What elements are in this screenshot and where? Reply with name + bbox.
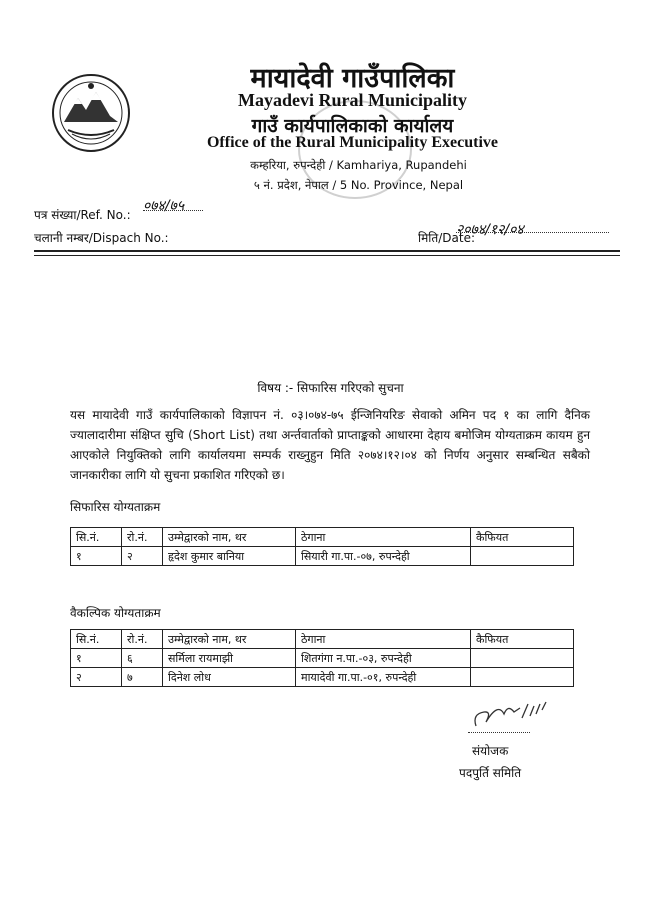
col-header-address: ठेगाना (296, 630, 471, 649)
col-header-address: ठेगाना (296, 528, 471, 547)
cell-name: सर्मिला रायमाझी (163, 649, 296, 668)
cell-name: हृदेश कुमार बानिया (163, 547, 296, 566)
signatory-committee: पदपुर्ति समिति (459, 766, 522, 780)
ref-label: पत्र संख्या/Ref. No.: (34, 208, 131, 222)
table-row (71, 649, 574, 668)
cell-remarks (471, 547, 574, 566)
office-name-en: Office of the Rural Municipality Executive (206, 134, 499, 151)
dispatch-label: चलानी नम्बर/Dispach No.: (34, 231, 169, 245)
col-header-name: उम्मेद्वारको नाम, थर (163, 528, 296, 547)
table-header-row (71, 528, 574, 547)
signatory-role: संयोजक (472, 744, 509, 758)
table-header-row (71, 630, 574, 649)
office-name-np: गाउँ कार्यपालिकाको कार्यालय (251, 115, 454, 137)
cell-address: शितगंगा न.पा.-०३, रुपन्देही (296, 649, 471, 668)
date-value: २०७४/१२/०४ (456, 222, 524, 238)
col-header-remarks: कैफियत (471, 630, 574, 649)
handwritten-signature (470, 696, 550, 736)
table-row (71, 668, 574, 687)
table-row (71, 547, 574, 566)
ref-dotted-line (143, 210, 203, 211)
alternate-table (70, 629, 574, 687)
cell-roll: ७ (122, 668, 163, 687)
col-header-remarks: कैफियत (471, 528, 574, 547)
date-label: मिति/Date: (418, 231, 475, 245)
cell-remarks (471, 668, 574, 687)
cell-sn: १ (71, 547, 122, 566)
municipality-name-np: मायादेवी गाउँपालिका (250, 63, 455, 94)
header-rule-thin (34, 255, 620, 256)
col-header-name: उम्मेद्वारको नाम, थर (163, 630, 296, 649)
recommended-table (70, 527, 574, 566)
cell-name: दिनेश लोध (163, 668, 296, 687)
recommended-title: सिफारिस योग्यताक्रम (70, 500, 161, 514)
notice-body: यस मायादेवी गाउँ कार्यपालिकाको विज्ञापन नं. ०३।०७४-७५ ईन्जिनियरिङ सेवाको अमिन पद १ का लागि दैनिक ज्यालादारीमा संक्षिप्त सुचि (Short List) तथा अर्न्तवार्ताको प्राप्ताङ्कको आधारमा देहाय बमोजिम योग्यताक्रम कायम हुन आएकोले नियुक्तिको लागि कार्यालयमा सम्पर्क राख्नुहुन मिति २०७४।१२।०४ को निर्णय अनुसार सम्बन्धित सबैको जानकारीका लागि यो सुचना प्रकाशित गरिएको छ। (70, 408, 590, 482)
col-header-sn: सि.नं. (71, 630, 122, 649)
cell-sn: २ (71, 668, 122, 687)
header-rule-thick (34, 250, 620, 252)
cell-sn: १ (71, 649, 122, 668)
cell-address: सियारी गा.पा.-०७, रुपन्देही (296, 547, 471, 566)
municipality-name-en: Mayadevi Rural Municipality (238, 90, 467, 110)
subject-line: विषय :- सिफारिस गरिएको सुचना (257, 381, 404, 395)
cell-remarks (471, 649, 574, 668)
col-header-roll: रो.नं. (122, 528, 163, 547)
signature-dotted-line (468, 732, 530, 733)
address-line-2: ५ नं. प्रदेश, नेपाल / 5 No. Province, Nepal (253, 178, 464, 192)
cell-roll: ६ (122, 649, 163, 668)
col-header-sn: सि.नं. (71, 528, 122, 547)
address-line-1: कम्हरिया, रुपन्देही / Kamhariya, Rupandehi (250, 158, 467, 172)
col-header-roll: रो.नं. (122, 630, 163, 649)
alternate-title: वैकल्पिक योग्यताक्रम (70, 606, 161, 620)
cell-address: मायादेवी गा.पा.-०१, रुपन्देही (296, 668, 471, 687)
ref-value: ०७४/७५ (143, 198, 185, 214)
date-dotted-line (456, 232, 609, 233)
cell-roll: २ (122, 547, 163, 566)
